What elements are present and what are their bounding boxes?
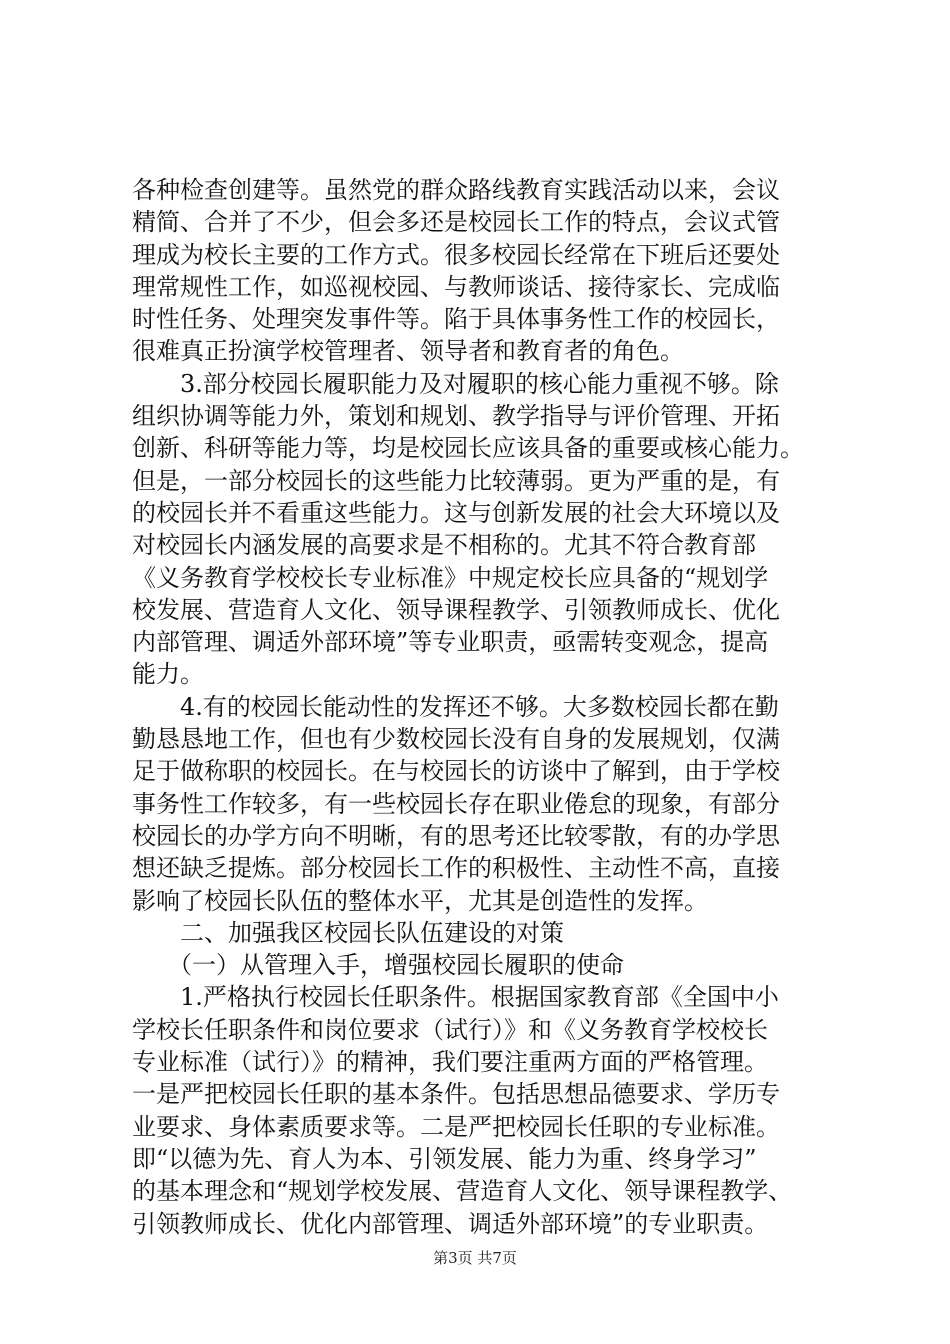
text-line: 各种检查创建等。虽然党的群众路线教育实践活动以来，会议 (132, 176, 780, 204)
text-line: 创新、科研等能力等，均是校园长应该具备的重要或核心能力。 (132, 434, 804, 463)
text-line: 一是严把校园长任职的基本条件。包括思想品德要求、学历专 (132, 1080, 780, 1109)
text-line: 即“以德为先、育人为本、引领发展、能力为重、终身学习” (132, 1144, 757, 1173)
text-line: 影响了校园长队伍的整体水平，尤其是创造性的发挥。 (132, 886, 708, 915)
text-line: 《义务教育学校校长专业标准》中规定校长应具备的“规划学 (132, 563, 769, 592)
text-line: 足于做称职的校园长。在与校园长的访谈中了解到，由于学校 (132, 757, 780, 786)
text-line: 时性任务、处理突发事件等。陷于具体事务性工作的校园长， (132, 305, 780, 334)
text-line: 1.严格执行校园长任职条件。根据国家教育部《全国中小 (132, 983, 779, 1012)
text-line: 事务性工作较多，有一些校园长存在职业倦怠的现象，有部分 (132, 789, 780, 818)
text-line: 校发展、营造育人文化、领导课程教学、引领教师成长、优化 (132, 595, 780, 624)
text-line: 但是，一部分校园长的这些能力比较薄弱。更为严重的是，有 (132, 466, 780, 495)
text-line: 理成为校长主要的工作方式。很多校园长经常在下班后还要处 (132, 240, 780, 269)
section-heading: 二、加强我区校园长队伍建设的对策 (132, 918, 564, 947)
text-line: 校园长的办学方向不明晰，有的思考还比较零散，有的办学思 (132, 821, 780, 850)
text-line: 内部管理、调适外部环境”等专业职责，亟需转变观念，提高 (132, 628, 769, 657)
text-line: 4.有的校园长能动性的发挥还不够。大多数校园长都在勤 (132, 692, 779, 721)
text-line: 理常规性工作，如巡视校园、与教师谈话、接待家长、完成临 (132, 272, 780, 301)
text-line: 勤恳恳地工作，但也有少数校园长没有自身的发展规划，仅满 (132, 725, 780, 754)
subsection-heading: （一）从管理入手，增强校园长履职的使命 (132, 951, 624, 980)
text-line: 学校长任职条件和岗位要求（试行）》和《义务教育学校校长 (132, 1015, 768, 1044)
text-line: 很难真正扮演学校管理者、领导者和教育者的角色。 (132, 337, 684, 366)
document-body (132, 174, 832, 1240)
text-line: 3.部分校园长履职能力及对履职的核心能力重视不够。除 (132, 369, 779, 398)
page-number: 第3页 共7页 (433, 1249, 517, 1267)
text-line: 精简、合并了不少，但会多还是校园长工作的特点，会议式管 (132, 208, 780, 237)
text-line: 想还缺乏提炼。部分校园长工作的积极性、主动性不高，直接 (132, 854, 780, 883)
text-line: 引领教师成长、优化内部管理、调适外部环境”的专业职责。 (132, 1209, 769, 1238)
text-line: 业要求、身体素质要求等。二是严把校园长任职的专业标准。 (132, 1112, 780, 1141)
text-line: 对校园长内涵发展的高要求是不相称的。尤其不符合教育部 (132, 531, 756, 560)
text-line: 组织协调等能力外，策划和规划、教学指导与评价管理、开拓 (132, 402, 780, 431)
text-line: 的基本理念和“规划学校发展、营造育人文化、领导课程教学、 (132, 1177, 793, 1206)
text-line: 专业标准（试行）》的精神，我们要注重两方面的严格管理。 (132, 1048, 768, 1077)
text-line: 的校园长并不看重这些能力。这与创新发展的社会大环境以及 (132, 498, 780, 527)
text-line: 能力。 (132, 660, 204, 689)
